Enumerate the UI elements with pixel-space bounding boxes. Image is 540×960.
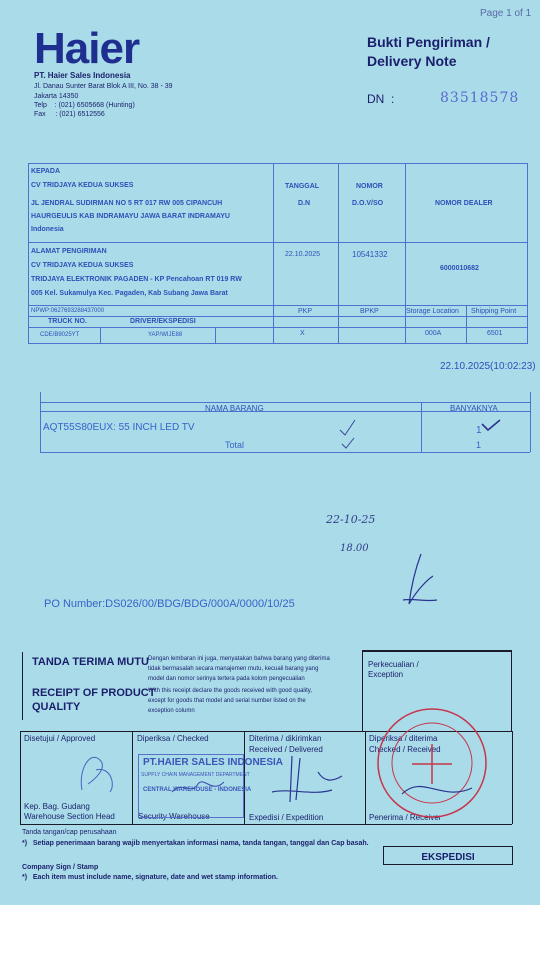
kepada-country: Indonesia: [31, 226, 64, 233]
sign-grid-divider3: [365, 731, 366, 824]
kepada-name: CV TRIDJAYA KEDUA SUKSES: [31, 182, 134, 189]
storage-location-value: 000A: [425, 330, 442, 337]
stamp-line-2: SUPPLY CHAIN MANAGEMENT DEPARTMENT: [141, 772, 250, 778]
header-row-divider1: [28, 242, 528, 243]
page-number: Page 1 of 1: [480, 8, 532, 19]
dn-label: DN :: [367, 92, 395, 106]
pkp-value: X: [300, 330, 305, 337]
po-number: PO Number:DS026/00/BDG/BDG/000A/0000/10/25: [44, 598, 295, 610]
exception-right-line: [511, 650, 512, 732]
stamp-line-3: CENTRAL WAREHOUSE - INDONESIA: [143, 787, 252, 793]
items-table-left: [40, 392, 41, 452]
handwritten-time: 18.00: [340, 543, 369, 554]
sign-received-label-1: Diperiksa / diterima: [369, 734, 438, 743]
col-banyaknya: BANYAKNYA: [450, 404, 498, 413]
copy-label-box: [383, 846, 513, 865]
sign-head-label-2: Warehouse Section Head: [24, 812, 115, 821]
header-col-divider4: [466, 305, 467, 343]
delivered-signature: [262, 752, 352, 812]
alamat-address2: 005 Kel. Sukamulya Kec. Pagaden, Kab Subang Jawa Barat: [31, 290, 228, 297]
tanda-terima-title: TANDA TERIMA MUTU: [32, 656, 149, 668]
nomor-dealer-label: NOMOR DEALER: [435, 200, 493, 207]
kepada-address1: JL JENDRAL SUDIRMAN NO 5 RT 017 RW 005 CIPANCUH: [31, 200, 223, 207]
exception-label-1: Perkecualian /: [368, 660, 419, 669]
total-qty: 1: [476, 440, 482, 450]
receipt-text-1: With this receipt declare the goods received with good quality,: [148, 688, 312, 694]
npwp-value: NPWP:0627693288437000: [31, 308, 105, 314]
company-address2: Jakarta 14350: [34, 93, 79, 100]
driver-end-divider: [215, 327, 216, 343]
shipping-point-label: Shipping Point: [471, 308, 517, 315]
nomor-sub: D.O.V/SO: [352, 200, 384, 207]
shipping-point-value: 6501: [487, 330, 503, 337]
sign-receiver-label: Penerima / Receiver: [369, 813, 442, 822]
items-table-right: [530, 392, 531, 452]
kepada-address2: HAURGEULIS KAB INDRAMAYU JAWA BARAT INDRAMAYU: [31, 213, 230, 220]
sign-delivered-label-2: Received / Delivered: [249, 745, 323, 754]
exception-top-line: [362, 650, 512, 652]
driver-value: YAP/WIJE88: [148, 332, 183, 338]
header-row-divider3: [28, 316, 528, 317]
copy-label: EKSPEDISI: [421, 852, 475, 863]
tanda-text-1: Dengan lembaran ini juga, menyatakan bahwa barang yang diterima: [148, 656, 330, 662]
alamat-name: CV TRIDJAYA KEDUA SUKSES: [31, 262, 134, 269]
exception-left-line: [362, 650, 363, 732]
footer-note-3: Company Sign / Stamp: [22, 864, 99, 871]
receipt-title-1: RECEIPT OF PRODUCT: [32, 687, 156, 699]
checkmark-icon: [338, 416, 358, 450]
truck-no-label: TRUCK NO.: [48, 318, 87, 325]
storage-location-label: Storage Location: [406, 308, 459, 315]
header-table-bottom: [28, 343, 528, 344]
footer-note-1: Tanda tangan/cap perusahaan: [22, 829, 117, 836]
sign-approved-label: Disetujui / Approved: [24, 734, 96, 743]
footer-note-4: *) Each item must include name, signature, date and wet stamp information.: [22, 874, 278, 881]
receipt-bracket-left: [22, 652, 23, 720]
items-table-bottom: [40, 452, 530, 453]
sign-grid-right: [512, 731, 513, 824]
items-table-top: [40, 402, 530, 403]
company-address1: Jl. Danau Sunter Barat Blok A III, No. 38 - 39: [34, 83, 173, 90]
dealer-number-value: 6000010682: [440, 265, 479, 272]
footer-note-2: *) Setiap penerimaan barang wajib menyertakan informasi nama, tanda tangan, tanggal dan Cap basah.: [22, 840, 369, 847]
truck-driver-divider: [100, 327, 101, 343]
haier-logo: Haier: [34, 24, 140, 73]
tanda-text-3: model dan nomor serinya tertera pada kolom pengecualian: [148, 676, 305, 682]
items-col-divider: [421, 402, 422, 452]
header-row-divider2: [28, 305, 528, 306]
stamp-line-1: PT.HAIER SALES INDONESIA: [143, 757, 284, 768]
receipt-title-2: QUALITY: [32, 701, 81, 713]
nomor-label: NOMOR: [356, 183, 383, 190]
doc-title-line2: Delivery Note: [367, 53, 457, 69]
do-number-value: 10541332: [352, 250, 388, 259]
pkp-label: PKP: [298, 308, 313, 315]
sign-checked-label: Diperiksa / Checked: [137, 734, 209, 743]
dn-date-value: 22.10.2025: [285, 251, 321, 258]
sign-received-label-2: Checked / Received: [369, 745, 441, 754]
item-name: AQT55S80EUX: 55 INCH LED TV: [43, 422, 195, 433]
doc-title-line1: Bukti Pengiriman /: [367, 34, 490, 50]
tanggal-label: TANGGAL: [285, 183, 320, 190]
quantity-check-icon: [480, 418, 502, 432]
tanda-text-2: tidak bermasalah secara manajemen mutu, kecuali barang yang: [148, 666, 319, 672]
receipt-text-2: except for goods that model and serial number listed on the: [148, 698, 306, 704]
bpkp-label: BPKP: [360, 308, 379, 315]
total-label: Total: [225, 440, 245, 450]
driver-label: DRIVER/EKSPEDISI: [130, 318, 196, 325]
sign-grid-divider1: [132, 731, 133, 824]
item-qty: 1: [476, 425, 482, 436]
handwritten-signature-top: [393, 550, 443, 612]
col-nama-barang: NAMA BARANG: [205, 404, 264, 413]
sign-security-label: Security Warehouse: [138, 812, 210, 821]
alamat-address1: TRIDJAYA ELEKTRONIK PAGADEN - KP Pencahoan RT 019 RW: [31, 276, 242, 283]
sign-expedition-label: Expedisi / Expedition: [249, 813, 324, 822]
checked-signature: [168, 772, 228, 802]
company-name: PT. Haier Sales Indonesia: [34, 71, 131, 80]
exception-label-2: Exception: [368, 670, 404, 679]
kepada-label: KEPADA: [31, 168, 61, 175]
sign-head-label-1: Kep. Bag. Gudang: [24, 802, 90, 811]
tanggal-sub: D.N: [298, 200, 311, 207]
approved-signature: [70, 740, 130, 800]
company-tel: Telp : (021) 6505668 (Hunting): [34, 102, 135, 109]
handwritten-date: 22-10-25: [326, 513, 376, 526]
company-fax: Fax : (021) 6512556: [34, 111, 105, 118]
sign-grid-bottom: [20, 824, 512, 825]
truck-no-value: CDE/B9025YT: [40, 332, 80, 338]
sign-delivered-label-1: Diterima / dikirimkan: [249, 734, 322, 743]
header-table-top: [28, 163, 528, 164]
receiver-stamp: [372, 704, 492, 822]
alamat-label: ALAMAT PENGIRIMAN: [31, 248, 107, 255]
print-timestamp: 22.10.2025(10:02:23): [440, 361, 536, 372]
dn-number: 83518578: [440, 90, 520, 106]
receipt-text-3: exception column: [148, 708, 195, 714]
header-row-divider4: [28, 327, 528, 328]
sign-grid-left: [20, 731, 21, 824]
